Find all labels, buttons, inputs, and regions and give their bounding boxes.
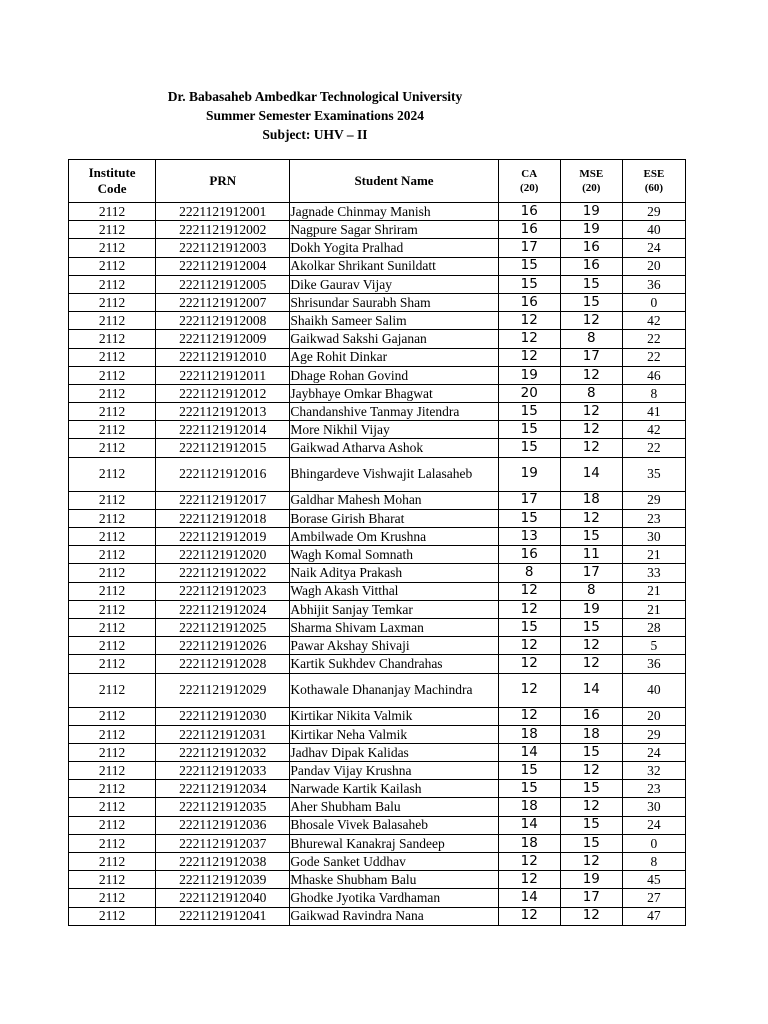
cell-mse: 15 [560,293,622,311]
cell-prn: 2221121912010 [156,348,290,366]
cell-prn: 2221121912015 [156,439,290,457]
cell-mse: 12 [560,798,622,816]
cell-ese: 8 [622,384,685,402]
cell-institute-code: 2112 [69,421,156,439]
table-row [69,600,686,618]
cell-prn: 2221121912005 [156,275,290,293]
cell-ca: 19 [498,366,560,384]
cell-mse: 12 [560,762,622,780]
cell-ca: 18 [498,834,560,852]
cell-mse: 12 [560,403,622,421]
cell-mse: 15 [560,743,622,761]
cell-ca: 20 [498,384,560,402]
cell-student-name: Bhosale Vivek Balasaheb [290,816,498,834]
cell-ca: 15 [498,780,560,798]
cell-ese: 22 [622,330,685,348]
cell-student-name: Jaybhaye Omkar Bhagwat [290,384,498,402]
cell-ese: 23 [622,509,685,527]
cell-ese: 21 [622,582,685,600]
cell-ese: 36 [622,655,685,673]
cell-student-name: Aher Shubham Balu [290,798,498,816]
cell-prn: 2221121912011 [156,366,290,384]
cell-prn: 2221121912036 [156,816,290,834]
table-row [69,907,686,925]
cell-student-name: Borase Girish Bharat [290,509,498,527]
table-row [69,743,686,761]
table-row [69,889,686,907]
cell-prn: 2221121912023 [156,582,290,600]
cell-student-name: Dhage Rohan Govind [290,366,498,384]
cell-ese: 29 [622,725,685,743]
cell-ese: 46 [622,366,685,384]
cell-prn: 2221121912014 [156,421,290,439]
cell-institute-code: 2112 [69,725,156,743]
cell-student-name: Kirtikar Nikita Valmik [290,707,498,725]
cell-ca: 19 [498,457,560,491]
cell-prn: 2221121912040 [156,889,290,907]
cell-ese: 35 [622,457,685,491]
cell-student-name: Pawar Akshay Shivaji [290,637,498,655]
table-row [69,798,686,816]
cell-institute-code: 2112 [69,871,156,889]
cell-student-name: Ghodke Jyotika Vardhaman [290,889,498,907]
cell-ca: 15 [498,421,560,439]
cell-student-name: Akolkar Shrikant Sunildatt [290,257,498,275]
cell-ca: 15 [498,618,560,636]
cell-student-name: Gaikwad Atharva Ashok [290,439,498,457]
cell-ese: 29 [622,491,685,509]
cell-prn: 2221121912001 [156,203,290,221]
cell-ese: 21 [622,600,685,618]
cell-ca: 14 [498,889,560,907]
cell-prn: 2221121912039 [156,871,290,889]
cell-mse: 12 [560,366,622,384]
cell-mse: 17 [560,564,622,582]
university-title: Dr. Babasaheb Ambedkar Technological University [167,89,463,104]
cell-prn: 2221121912018 [156,509,290,527]
cell-ese: 21 [622,546,685,564]
cell-institute-code: 2112 [69,618,156,636]
cell-ca: 15 [498,257,560,275]
cell-institute-code: 2112 [69,564,156,582]
cell-prn: 2221121912016 [156,457,290,491]
cell-prn: 2221121912003 [156,239,290,257]
table-row [69,853,686,871]
cell-student-name: Dokh Yogita Pralhad [290,239,498,257]
cell-prn: 2221121912009 [156,330,290,348]
cell-student-name: Bhurewal Kanakraj Sandeep [290,834,498,852]
cell-mse: 12 [560,509,622,527]
table-row [69,403,686,421]
cell-student-name: Shaikh Sameer Salim [290,312,498,330]
cell-prn: 2221121912019 [156,528,290,546]
cell-institute-code: 2112 [69,907,156,925]
cell-student-name: Bhingardeve Vishwajit Lalasaheb [290,457,498,491]
cell-student-name: Jagnade Chinmay Manish [290,203,498,221]
cell-ca: 12 [498,853,560,871]
marks-table [68,159,686,926]
cell-mse: 15 [560,834,622,852]
cell-institute-code: 2112 [69,203,156,221]
cell-ese: 27 [622,889,685,907]
table-row [69,780,686,798]
cell-institute-code: 2112 [69,312,156,330]
cell-institute-code: 2112 [69,439,156,457]
cell-ese: 33 [622,564,685,582]
cell-institute-code: 2112 [69,762,156,780]
cell-ese: 47 [622,907,685,925]
cell-mse: 18 [560,725,622,743]
cell-ese: 32 [622,762,685,780]
cell-student-name: Abhijit Sanjay Temkar [290,600,498,618]
cell-ese: 30 [622,528,685,546]
cell-institute-code: 2112 [69,655,156,673]
column-header-institute-code: Institute Code [69,160,156,203]
cell-prn: 2221121912013 [156,403,290,421]
cell-student-name: Jadhav Dipak Kalidas [290,743,498,761]
cell-student-name: Nagpure Sagar Shriram [290,221,498,239]
cell-student-name: Age Rohit Dinkar [290,348,498,366]
cell-student-name: Galdhar Mahesh Mohan [290,491,498,509]
cell-ese: 30 [622,798,685,816]
cell-ca: 15 [498,439,560,457]
cell-institute-code: 2112 [69,743,156,761]
cell-ese: 24 [622,743,685,761]
cell-mse: 17 [560,348,622,366]
cell-institute-code: 2112 [69,384,156,402]
cell-mse: 8 [560,384,622,402]
table-row [69,725,686,743]
cell-ca: 12 [498,673,560,707]
cell-ca: 12 [498,600,560,618]
cell-student-name: Shrisundar Saurabh Sham [290,293,498,311]
cell-prn: 2221121912030 [156,707,290,725]
cell-ca: 15 [498,509,560,527]
column-header-ese: ESE (60) [622,160,685,203]
cell-student-name: Dike Gaurav Vijay [290,275,498,293]
cell-mse: 14 [560,457,622,491]
cell-mse: 12 [560,853,622,871]
cell-ese: 23 [622,780,685,798]
cell-mse: 12 [560,312,622,330]
cell-prn: 2221121912022 [156,564,290,582]
cell-institute-code: 2112 [69,366,156,384]
column-header-student-name: Student Name [290,160,498,203]
cell-ca: 15 [498,275,560,293]
cell-ca: 12 [498,637,560,655]
table-header-row [69,160,686,203]
cell-mse: 8 [560,330,622,348]
cell-ca: 15 [498,403,560,421]
cell-ese: 8 [622,853,685,871]
cell-ese: 28 [622,618,685,636]
cell-ca: 12 [498,312,560,330]
cell-institute-code: 2112 [69,528,156,546]
table-row [69,239,686,257]
cell-prn: 2221121912031 [156,725,290,743]
cell-mse: 19 [560,203,622,221]
cell-student-name: Wagh Komal Somnath [290,546,498,564]
cell-ca: 15 [498,762,560,780]
cell-institute-code: 2112 [69,707,156,725]
cell-institute-code: 2112 [69,491,156,509]
cell-prn: 2221121912008 [156,312,290,330]
cell-prn: 2221121912002 [156,221,290,239]
cell-institute-code: 2112 [69,348,156,366]
cell-prn: 2221121912026 [156,637,290,655]
cell-prn: 2221121912035 [156,798,290,816]
cell-prn: 2221121912029 [156,673,290,707]
table-row [69,816,686,834]
cell-student-name: Ambilwade Om Krushna [290,528,498,546]
table-row [69,707,686,725]
cell-institute-code: 2112 [69,780,156,798]
cell-ca: 14 [498,816,560,834]
cell-institute-code: 2112 [69,582,156,600]
cell-ese: 22 [622,439,685,457]
cell-student-name: More Nikhil Vijay [290,421,498,439]
cell-ca: 14 [498,743,560,761]
cell-ca: 18 [498,725,560,743]
cell-ese: 42 [622,421,685,439]
cell-ese: 36 [622,275,685,293]
column-header-ca: CA (20) [498,160,560,203]
cell-mse: 12 [560,421,622,439]
cell-mse: 12 [560,439,622,457]
cell-student-name: Gaikwad Ravindra Nana [290,907,498,925]
table-row [69,257,686,275]
table-row [69,203,686,221]
table-row [69,366,686,384]
cell-prn: 2221121912034 [156,780,290,798]
cell-student-name: Kothawale Dhananjay Machindra [290,673,498,707]
cell-ese: 40 [622,221,685,239]
cell-ca: 17 [498,491,560,509]
table-row [69,528,686,546]
cell-prn: 2221121912025 [156,618,290,636]
cell-mse: 15 [560,780,622,798]
cell-institute-code: 2112 [69,403,156,421]
cell-ca: 16 [498,221,560,239]
cell-ese: 42 [622,312,685,330]
cell-institute-code: 2112 [69,239,156,257]
cell-mse: 12 [560,637,622,655]
cell-prn: 2221121912012 [156,384,290,402]
cell-institute-code: 2112 [69,853,156,871]
cell-ca: 17 [498,239,560,257]
cell-prn: 2221121912032 [156,743,290,761]
cell-institute-code: 2112 [69,457,156,491]
table-row [69,421,686,439]
cell-institute-code: 2112 [69,546,156,564]
cell-student-name: Chandanshive Tanmay Jitendra [290,403,498,421]
cell-ca: 16 [498,293,560,311]
table-row [69,491,686,509]
cell-mse: 17 [560,889,622,907]
cell-student-name: Sharma Shivam Laxman [290,618,498,636]
cell-student-name: Gaikwad Sakshi Gajanan [290,330,498,348]
cell-institute-code: 2112 [69,834,156,852]
cell-prn: 2221121912007 [156,293,290,311]
cell-student-name: Gode Sanket Uddhav [290,853,498,871]
table-row [69,564,686,582]
table-row [69,546,686,564]
column-header-prn: PRN [156,160,290,203]
cell-ese: 0 [622,834,685,852]
cell-student-name: Naik Aditya Prakash [290,564,498,582]
cell-institute-code: 2112 [69,816,156,834]
exam-title: Summer Semester Examinations 2024 [205,108,425,123]
cell-student-name: Narwade Kartik Kailash [290,780,498,798]
table-row [69,275,686,293]
table-row [69,348,686,366]
cell-prn: 2221121912028 [156,655,290,673]
cell-ese: 45 [622,871,685,889]
table-row [69,293,686,311]
cell-student-name: Mhaske Shubham Balu [290,871,498,889]
table-row [69,834,686,852]
cell-student-name: Kartik Sukhdev Chandrahas [290,655,498,673]
cell-mse: 11 [560,546,622,564]
cell-mse: 15 [560,275,622,293]
cell-ese: 40 [622,673,685,707]
table-row [69,330,686,348]
cell-mse: 19 [560,221,622,239]
table-row [69,637,686,655]
cell-ese: 20 [622,707,685,725]
cell-ca: 12 [498,707,560,725]
cell-prn: 2221121912004 [156,257,290,275]
cell-prn: 2221121912020 [156,546,290,564]
cell-mse: 15 [560,528,622,546]
cell-mse: 12 [560,655,622,673]
cell-prn: 2221121912041 [156,907,290,925]
cell-ca: 12 [498,907,560,925]
cell-institute-code: 2112 [69,330,156,348]
cell-institute-code: 2112 [69,509,156,527]
cell-mse: 16 [560,257,622,275]
column-header-mse: MSE (20) [560,160,622,203]
cell-prn: 2221121912037 [156,834,290,852]
cell-ca: 12 [498,871,560,889]
cell-prn: 2221121912017 [156,491,290,509]
table-row [69,582,686,600]
subject-title: Subject: UHV – II [262,127,368,142]
cell-ca: 12 [498,655,560,673]
cell-ca: 13 [498,528,560,546]
table-row [69,457,686,491]
cell-ca: 12 [498,348,560,366]
document-header [0,87,630,144]
cell-institute-code: 2112 [69,889,156,907]
cell-ese: 22 [622,348,685,366]
cell-ese: 0 [622,293,685,311]
cell-institute-code: 2112 [69,673,156,707]
cell-ese: 41 [622,403,685,421]
cell-ca: 16 [498,546,560,564]
cell-institute-code: 2112 [69,798,156,816]
cell-student-name: Kirtikar Neha Valmik [290,725,498,743]
table-row [69,673,686,707]
cell-mse: 14 [560,673,622,707]
table-row [69,618,686,636]
cell-student-name: Wagh Akash Vitthal [290,582,498,600]
table-row [69,312,686,330]
cell-ca: 8 [498,564,560,582]
table-row [69,762,686,780]
cell-mse: 18 [560,491,622,509]
cell-ese: 24 [622,239,685,257]
cell-student-name: Pandav Vijay Krushna [290,762,498,780]
table-row [69,439,686,457]
cell-ese: 5 [622,637,685,655]
cell-institute-code: 2112 [69,275,156,293]
cell-ca: 12 [498,582,560,600]
table-row [69,384,686,402]
cell-mse: 15 [560,618,622,636]
table-row [69,655,686,673]
cell-ca: 16 [498,203,560,221]
cell-ese: 24 [622,816,685,834]
cell-prn: 2221121912024 [156,600,290,618]
table-row [69,221,686,239]
cell-mse: 16 [560,239,622,257]
cell-mse: 12 [560,907,622,925]
cell-ese: 29 [622,203,685,221]
table-row [69,871,686,889]
cell-ese: 20 [622,257,685,275]
cell-institute-code: 2112 [69,637,156,655]
cell-ca: 18 [498,798,560,816]
cell-institute-code: 2112 [69,293,156,311]
cell-ca: 12 [498,330,560,348]
table-row [69,509,686,527]
cell-prn: 2221121912033 [156,762,290,780]
cell-mse: 15 [560,816,622,834]
cell-prn: 2221121912038 [156,853,290,871]
cell-institute-code: 2112 [69,221,156,239]
cell-mse: 8 [560,582,622,600]
cell-mse: 19 [560,600,622,618]
cell-mse: 19 [560,871,622,889]
cell-mse: 16 [560,707,622,725]
cell-institute-code: 2112 [69,600,156,618]
cell-institute-code: 2112 [69,257,156,275]
